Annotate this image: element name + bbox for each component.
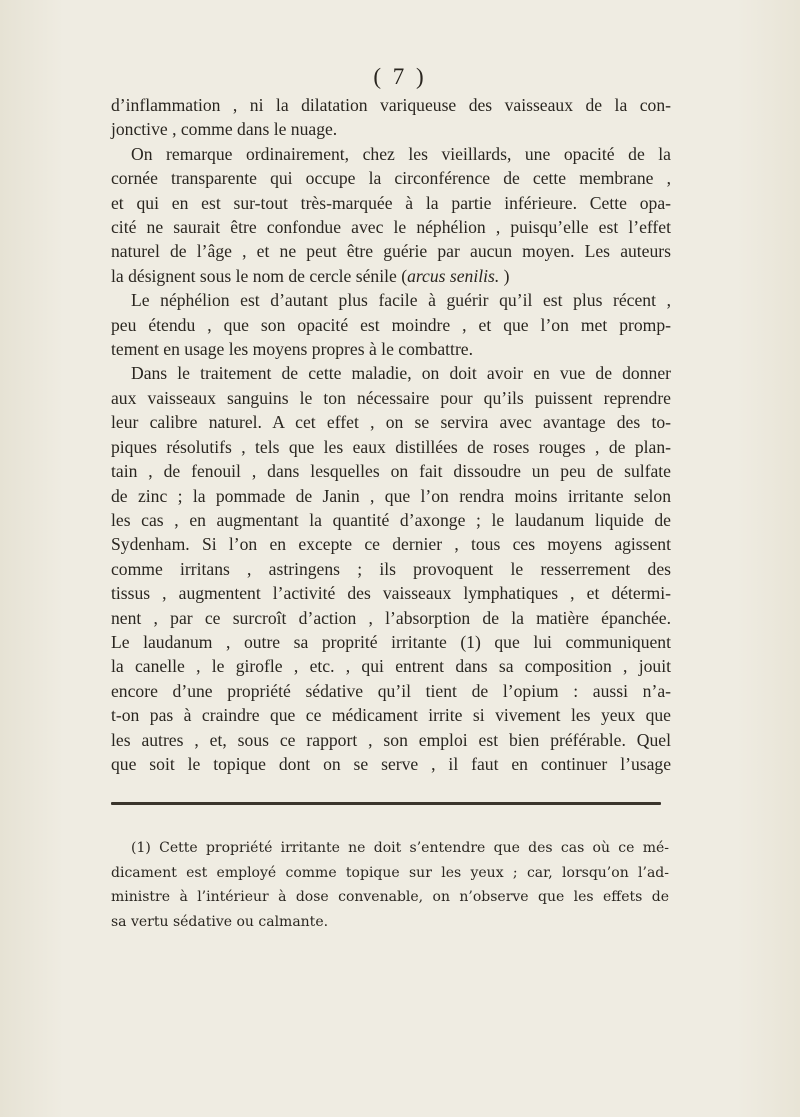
- text-line: leur calibre naturel. A cet effet , on se servira avec avantage des to-: [111, 412, 671, 433]
- latin-term: arcus senilis.: [407, 265, 500, 286]
- page-number: ( 7 ): [373, 64, 427, 89]
- footnote: [111, 836, 669, 934]
- text-line: tement en usage les moyens propres à le combattre.: [111, 339, 474, 360]
- footnote-line: (1) Cette propriété irritante ne doit s’entendre que des cas où ce mé-: [131, 840, 669, 856]
- text-line: tissus , augmentent l’activité des vaisseaux lymphatiques , et détermi-: [111, 583, 671, 604]
- main-text: [111, 93, 671, 776]
- text-line: et qui en est sur-tout très-marquée à la partie inférieure. Cette opa-: [111, 192, 671, 213]
- text-line: t-on pas à craindre que ce médicament irrite si vivement les yeux que: [111, 705, 671, 726]
- text-line: [111, 264, 671, 288]
- text-line: cité ne saurait être confondue avec le néphélion , puisqu’elle est l’effet: [111, 217, 671, 238]
- text-line: naturel de l’âge , et ne peut être guérie par aucun moyen. Les auteurs: [111, 241, 671, 262]
- text-line: les cas , en augmentant la quantité d’axonge ; le laudanum liquide de: [111, 509, 671, 530]
- text-line: les autres , et, sous ce rapport , son emploi est bien préférable. Quel: [111, 729, 671, 750]
- text-fragment: la désignent sous le nom de cercle sénile (: [111, 265, 408, 286]
- text-line: Le néphélion est d’autant plus facile à guérir qu’il est plus récent ,: [131, 290, 671, 311]
- text-line: d’inflammation , ni la dilatation variqueuse des vaisseaux de la con-: [111, 95, 671, 115]
- text-line: Dans le traitement de cette maladie, on doit avoir en vue de donner: [131, 363, 671, 384]
- text-line: aux vaisseaux sanguins le ton nécessaire pour qu’ils puissent reprendre: [111, 387, 671, 408]
- footnote-line: ministre à l’intérieur à dose convenable, on n’observe que les effets de: [111, 889, 669, 906]
- text-line: jonctive , comme dans le nuage.: [111, 119, 338, 140]
- footnote-line: dicament est employé comme topique sur les yeux ; car, lorsqu’on l’ad-: [111, 864, 669, 881]
- text-line: Sydenham. Si l’on en excepte ce dernier , tous ces moyens agissent: [111, 534, 671, 555]
- text-line: la canelle , le girofle , etc. , qui entrent dans sa composition , jouit: [111, 656, 671, 677]
- text-line: nent , par ce surcroît d’action , l’absorption de la matière épanchée.: [111, 607, 671, 628]
- footnote-line: sa vertu sédative ou calmante.: [111, 913, 329, 930]
- text-line: Le laudanum , outre sa proprité irritante (1) que lui communiquent: [111, 631, 671, 652]
- text-line: cornée transparente qui occupe la circonférence de cette membrane ,: [111, 168, 671, 189]
- text-line: comme irritans , astringens ; ils provoquent le resserrement des: [111, 558, 671, 579]
- text-line: tain , de fenouil , dans lesquelles on fait dissoudre un peu de sulfate: [111, 461, 671, 482]
- text-line: piques résolutifs , tels que les eaux distillées de roses rouges , de plan-: [111, 436, 671, 457]
- footnote-separator: [111, 802, 661, 805]
- text-fragment: ): [499, 265, 510, 286]
- text-line: que soit le topique dont on se serve , il faut en continuer l’usage: [111, 753, 671, 774]
- text-line: peu étendu , que son opacité est moindre , et que l’on met promp-: [111, 314, 671, 335]
- text-line: de zinc ; la pommade de Janin , que l’on rendra moins irritante selon: [111, 485, 671, 506]
- text-line: On remarque ordinairement, chez les vieillards, une opacité de la: [131, 143, 671, 164]
- text-line: encore d’une propriété sédative qu’il tient de l’opium : aussi n’a-: [111, 680, 671, 701]
